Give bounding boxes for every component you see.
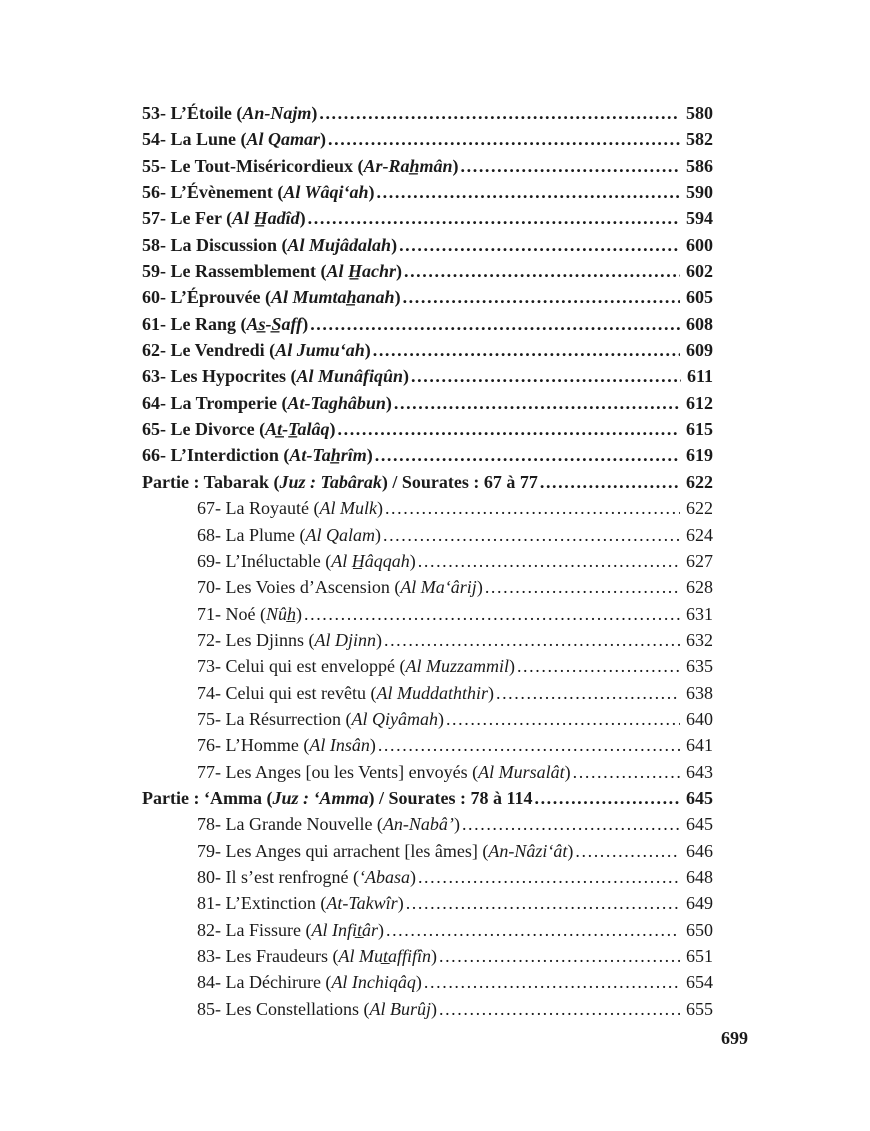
toc-entry-label: 66- L’Interdiction ( — [142, 445, 290, 466]
toc-entry-title — [142, 472, 538, 493]
dot-leader — [439, 999, 680, 1020]
dot-leader — [308, 208, 680, 229]
toc-entry-title — [142, 261, 402, 282]
toc-entry-label: 75- La Résurrection ( — [197, 708, 352, 729]
toc-entry-arabic-name: As̲-S̲aff — [246, 313, 303, 334]
dot-leader — [319, 103, 680, 124]
toc-entry-title — [197, 841, 573, 862]
dot-leader — [375, 445, 680, 466]
toc-entry — [142, 893, 713, 919]
dot-leader — [384, 630, 680, 651]
toc-entry-page-number: 622 — [686, 498, 713, 519]
dot-leader — [383, 525, 680, 546]
toc-entry-title — [142, 235, 397, 256]
toc-entry — [142, 735, 713, 761]
toc-entry-label: 63- Les Hypocrites ( — [142, 366, 297, 387]
toc-entry — [142, 762, 713, 788]
toc-entry — [142, 182, 713, 208]
toc-entry-arabic-name: Al Jumu‘ah — [275, 340, 365, 361]
folio-page-number: 699 — [721, 1028, 748, 1048]
toc-entry — [142, 445, 713, 471]
toc-entry-label-suffix: ) — [430, 998, 437, 1019]
toc-entry-title — [197, 735, 376, 756]
toc-entry-title — [142, 208, 306, 229]
dot-leader — [534, 788, 680, 809]
toc-entry-label: 74- Celui qui est revêtu ( — [197, 682, 377, 703]
toc-entry-label-suffix: ) — [452, 155, 459, 176]
toc-entry — [142, 419, 713, 445]
toc-entry-arabic-name: Al Burûj — [369, 998, 431, 1019]
toc-entry-page-number: 602 — [686, 261, 713, 282]
toc-entry-title — [142, 156, 459, 177]
toc-entry-title — [142, 129, 326, 150]
toc-entry — [142, 156, 713, 182]
toc-entry-title — [197, 630, 382, 651]
toc-entry-arabic-name: At-Tah̲rîm — [289, 445, 367, 466]
dot-leader — [304, 604, 680, 625]
toc-entry-label: Partie : Tabarak ( — [142, 471, 280, 492]
toc-entry-label: 59- Le Rassemblement ( — [142, 261, 327, 282]
toc-entry-label: 64- La Tromperie ( — [142, 392, 288, 413]
toc-entry-label-suffix: ) — [329, 419, 336, 440]
toc-entry-page-number: 594 — [686, 208, 713, 229]
toc-entry-title — [197, 656, 515, 677]
toc-entry — [142, 656, 713, 682]
toc-entry-label: 83- Les Fraudeurs ( — [197, 946, 339, 966]
toc-entry-arabic-name: Al Djinn — [314, 629, 376, 650]
dot-leader — [399, 235, 680, 256]
dot-leader — [485, 577, 680, 598]
toc-entry — [142, 999, 713, 1025]
toc-entry-label-suffix: ) — [369, 735, 376, 756]
toc-entry — [142, 498, 713, 524]
toc-entry-arabic-name: Al H̲adîd — [232, 208, 300, 229]
toc-entry — [142, 841, 713, 867]
toc-entry-label: 67- La Royauté ( — [197, 498, 320, 519]
toc-entry-title — [197, 972, 422, 993]
toc-entry-arabic-name: ‘Abasa — [358, 866, 410, 887]
toc-entry-page-number: 619 — [686, 445, 713, 466]
dot-leader — [418, 867, 680, 888]
toc-entry-label: 76- L’Homme ( — [197, 735, 310, 756]
toc-entry-title — [142, 103, 317, 124]
toc-entry — [142, 103, 713, 129]
dot-leader — [385, 498, 680, 519]
toc-entry — [142, 683, 713, 709]
toc-entry-label: 85- Les Constellations ( — [197, 998, 370, 1019]
toc-entry-page-number: 627 — [686, 550, 713, 571]
toc-entry — [142, 472, 713, 498]
toc-entry-label-suffix: ) — [395, 261, 402, 282]
toc-entry-label-suffix: ) — [320, 129, 327, 150]
toc-entry-label-suffix: ) — [366, 445, 373, 466]
toc-entry-label-suffix: ) — [377, 919, 384, 940]
toc-entry-arabic-name: Al Ma‘ârij — [400, 577, 477, 598]
toc-entry-arabic-name: At̲-T̲alâq — [265, 419, 330, 440]
toc-entry-label: 72- Les Djinns ( — [197, 629, 315, 650]
toc-entry-label-suffix: ) — [311, 103, 318, 123]
toc-entry — [142, 709, 713, 735]
toc-entry-page-number: 645 — [686, 787, 713, 808]
toc-entry-label: 55- Le Tout-Miséricordieux ( — [142, 155, 364, 176]
toc-entry-page-number: 632 — [686, 629, 713, 650]
toc-entry-label: 61- Le Rang ( — [142, 313, 247, 334]
table-of-contents — [142, 103, 713, 1025]
toc-entry-label: 82- La Fissure ( — [197, 919, 312, 940]
dot-leader — [540, 472, 680, 493]
toc-entry — [142, 630, 713, 656]
toc-entry-label: 57- Le Fer ( — [142, 208, 233, 229]
toc-entry-label-suffix: ) — [302, 313, 309, 334]
toc-entry-arabic-name: Al Infit̲âr — [311, 919, 378, 940]
toc-entry-title — [142, 340, 371, 361]
toc-entry-label: 69- L’Inéluctable ( — [197, 550, 332, 571]
toc-entry-title — [142, 445, 373, 466]
dot-leader — [338, 419, 681, 440]
toc-entry-page-number: 650 — [686, 919, 713, 940]
toc-entry-label: 80- Il s’est renfrogné ( — [197, 866, 359, 887]
toc-entry-label-suffix: ) / Sourates : 67 à 77 — [381, 471, 538, 492]
toc-entry-label-suffix: ) — [430, 946, 437, 966]
toc-entry-label: 53- L’Étoile ( — [142, 103, 243, 123]
toc-entry-label: 56- L’Évènement ( — [142, 182, 284, 203]
toc-entry-page-number: 635 — [686, 656, 713, 677]
toc-entry-arabic-name: At-Taghâbun — [287, 392, 386, 413]
toc-entry-page-number: 608 — [686, 313, 713, 334]
toc-entry-arabic-name: Al Mumtah̲anah — [271, 287, 395, 308]
toc-entry — [142, 604, 713, 630]
toc-entry — [142, 314, 713, 340]
toc-entry-page-number: 580 — [686, 103, 713, 123]
toc-entry-label-suffix: ) — [375, 629, 382, 650]
toc-entry-label-suffix: ) — [397, 893, 404, 914]
toc-entry — [142, 525, 713, 551]
toc-entry-page-number: 586 — [686, 155, 713, 176]
toc-entry-arabic-name: Al Mujâdalah — [287, 234, 392, 255]
toc-entry-page-number: 605 — [686, 287, 713, 308]
toc-entry-page-number: 631 — [686, 603, 713, 624]
toc-entry-label-suffix: ) — [299, 208, 306, 229]
toc-entry-arabic-name: Al Qalam — [305, 524, 375, 545]
toc-entry-label-suffix: ) — [364, 340, 371, 361]
toc-entry-label-suffix: ) — [374, 524, 381, 545]
toc-entry-page-number: 654 — [686, 972, 713, 993]
toc-entry-label-suffix: ) — [403, 366, 410, 387]
toc-entry — [142, 551, 713, 577]
toc-entry-arabic-name: Juz : Tabârak — [279, 471, 382, 492]
toc-entry-arabic-name: At-Takwîr — [326, 893, 398, 914]
toc-entry-arabic-name: Al Wâqi‘ah — [283, 182, 369, 203]
dot-leader — [418, 551, 680, 572]
dot-leader — [411, 366, 681, 387]
toc-entry-title — [142, 419, 336, 440]
toc-entry-arabic-name: An-Nabâ’ — [382, 814, 454, 835]
toc-entry-label-suffix: ) — [437, 708, 444, 729]
toc-entry — [142, 393, 713, 419]
toc-entry-page-number: 582 — [686, 129, 713, 150]
dot-leader — [461, 156, 680, 177]
toc-entry-label: Partie : ‘Amma ( — [142, 787, 273, 808]
toc-entry-label: 58- La Discussion ( — [142, 234, 288, 255]
toc-entry-title — [197, 551, 416, 572]
toc-entry-label-suffix: ) — [409, 866, 416, 887]
toc-entry-label-suffix: ) — [564, 761, 571, 782]
toc-entry-title — [197, 867, 416, 888]
toc-entry — [142, 577, 713, 603]
dot-leader — [310, 314, 680, 335]
toc-entry-label-suffix: ) — [376, 498, 383, 519]
toc-entry-arabic-name: Nûh̲ — [265, 603, 296, 624]
toc-entry — [142, 788, 713, 814]
toc-entry-arabic-name: Al H̲âqqah — [331, 550, 410, 571]
toc-entry-label: 78- La Grande Nouvelle ( — [197, 814, 383, 835]
dot-leader — [404, 261, 680, 282]
toc-entry-page-number: 645 — [686, 814, 713, 835]
toc-entry-arabic-name: Al Muddaththir — [376, 682, 488, 703]
toc-entry-label: 70- Les Voies d’Ascension ( — [197, 577, 401, 598]
toc-entry-arabic-name: Juz : ‘Amma — [272, 787, 369, 808]
toc-entry-title — [197, 999, 437, 1020]
toc-entry-arabic-name: Al H̲achr — [326, 261, 396, 282]
dot-leader — [406, 893, 680, 914]
dot-leader — [517, 656, 680, 677]
dot-leader — [462, 814, 680, 835]
toc-entry — [142, 867, 713, 893]
toc-entry-title — [197, 814, 460, 835]
toc-entry-page-number: 638 — [686, 682, 713, 703]
dot-leader — [377, 182, 680, 203]
toc-entry-label: 60- L’Éprouvée ( — [142, 287, 272, 308]
toc-entry-title — [142, 788, 532, 809]
toc-entry-label: 73- Celui qui est enveloppé ( — [197, 656, 406, 677]
toc-entry-arabic-name: Al Inchiqâq — [331, 972, 416, 993]
toc-entry — [142, 261, 713, 287]
toc-entry-title — [197, 498, 383, 519]
toc-entry-page-number: 611 — [686, 366, 713, 387]
toc-entry-title — [197, 683, 494, 704]
toc-entry — [142, 340, 713, 366]
toc-entry-title — [197, 577, 483, 598]
toc-entry-arabic-name: Al Mut̲affifîn — [338, 946, 431, 966]
toc-entry — [142, 129, 713, 155]
dot-leader — [373, 340, 680, 361]
toc-entry-title — [142, 366, 409, 387]
toc-entry-label: 79- Les Anges qui arrachent [les âmes] ( — [197, 840, 489, 861]
toc-entry-title — [142, 182, 375, 203]
toc-entry-title — [197, 762, 571, 783]
toc-entry-label-suffix: ) — [368, 182, 375, 203]
toc-entry-arabic-name: Ar-Rah̲mân — [363, 155, 453, 176]
dot-leader — [575, 841, 680, 862]
toc-entry-title — [197, 920, 384, 941]
dot-leader — [573, 762, 680, 783]
dot-leader — [446, 709, 680, 730]
toc-entry-page-number: 651 — [686, 946, 713, 966]
toc-entry-label-suffix: ) — [567, 840, 574, 861]
toc-entry-label-suffix: ) — [508, 656, 515, 677]
toc-entry-title — [142, 287, 401, 308]
toc-entry-page-number: 646 — [686, 840, 713, 861]
dot-leader — [378, 735, 680, 756]
toc-entry-page-number: 649 — [686, 893, 713, 914]
toc-entry-label: 62- Le Vendredi ( — [142, 340, 276, 361]
toc-entry-label-suffix: ) — [487, 682, 494, 703]
toc-entry-page-number: 628 — [686, 577, 713, 598]
toc-entry-title — [197, 604, 302, 625]
toc-entry-title — [197, 893, 404, 914]
dot-leader — [403, 287, 680, 308]
toc-entry-title — [197, 946, 437, 967]
toc-entry-label-suffix: ) — [476, 577, 483, 598]
toc-entry-page-number: 640 — [686, 708, 713, 729]
toc-entry-title — [142, 314, 308, 335]
toc-entry — [142, 920, 713, 946]
toc-entry-arabic-name: Al Qamar — [246, 129, 321, 150]
toc-entry-page-number: 643 — [686, 761, 713, 782]
toc-entry-label-suffix: ) — [391, 234, 398, 255]
toc-entry-page-number: 622 — [686, 471, 713, 492]
toc-entry-page-number: 615 — [686, 419, 713, 440]
dot-leader — [328, 129, 680, 150]
toc-entry-arabic-name: Al Insân — [309, 735, 370, 756]
toc-entry-label-suffix: ) — [296, 603, 302, 624]
toc-entry — [142, 366, 713, 392]
toc-entry-title — [197, 525, 381, 546]
toc-entry-arabic-name: Al Mulk — [319, 498, 377, 519]
toc-entry-page-number: 609 — [686, 340, 713, 361]
toc-entry-page-number: 590 — [686, 182, 713, 203]
toc-entry-page-number: 648 — [686, 866, 713, 887]
toc-entry-page-number: 641 — [686, 735, 713, 756]
toc-entry-label: 71- Noé ( — [197, 603, 266, 624]
toc-entry-label-suffix: ) — [409, 550, 416, 571]
toc-entry-page-number: 600 — [686, 234, 713, 255]
toc-entry — [142, 208, 713, 234]
toc-entry-arabic-name: An-Nâzi‘ât — [488, 840, 568, 861]
toc-entry-arabic-name: Al Mursalât — [478, 761, 565, 782]
dot-leader — [424, 972, 680, 993]
toc-entry — [142, 946, 713, 972]
dot-leader — [439, 946, 680, 967]
toc-entry-label: 68- La Plume ( — [197, 524, 306, 545]
toc-entry-title — [142, 393, 392, 414]
toc-entry-title — [197, 709, 444, 730]
toc-entry-label: 65- Le Divorce ( — [142, 419, 266, 440]
toc-entry-label: 54- La Lune ( — [142, 129, 247, 150]
toc-entry-label-suffix: ) — [415, 972, 422, 993]
toc-entry-arabic-name: An-Najm — [242, 103, 312, 123]
toc-entry-label-suffix: ) — [394, 287, 401, 308]
toc-entry — [142, 972, 713, 998]
toc-entry-label: 77- Les Anges [ou les Vents] envoyés ( — [197, 761, 479, 782]
toc-entry-label: 84- La Déchirure ( — [197, 972, 332, 993]
toc-entry-arabic-name: Al Munâfiqûn — [296, 366, 404, 387]
toc-entry-label-suffix: ) / Sourates : 78 à 114 — [368, 787, 533, 808]
toc-entry-page-number: 612 — [686, 392, 713, 413]
dot-leader — [386, 920, 680, 941]
toc-entry — [142, 814, 713, 840]
toc-entry-label: 81- L’Extinction ( — [197, 893, 327, 914]
dot-leader — [496, 683, 680, 704]
toc-entry — [142, 287, 713, 313]
toc-entry-arabic-name: Al Muzzammil — [405, 656, 509, 677]
toc-entry — [142, 235, 713, 261]
toc-entry-page-number: 624 — [686, 524, 713, 545]
dot-leader — [394, 393, 680, 414]
toc-entry-label-suffix: ) — [385, 392, 392, 413]
toc-entry-arabic-name: Al Qiyâmah — [351, 708, 438, 729]
toc-entry-page-number: 655 — [686, 998, 713, 1019]
toc-entry-label-suffix: ) — [453, 814, 460, 835]
